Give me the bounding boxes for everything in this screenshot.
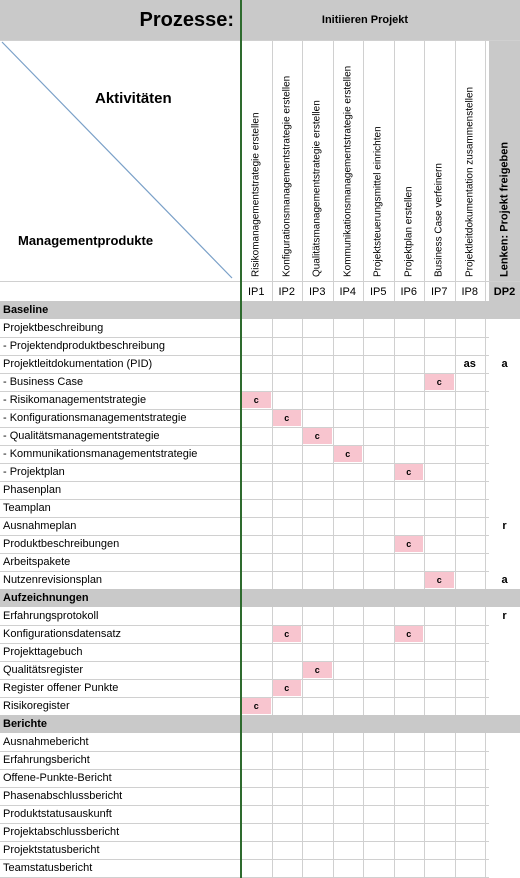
- header-hline: [0, 281, 520, 282]
- row-label: Register offener Punkte: [3, 682, 119, 694]
- consulted-mark: c: [273, 410, 302, 426]
- responsibility-mark: as: [463, 358, 476, 370]
- row-label: Projektabschlussbericht: [3, 826, 120, 838]
- activity-code: IP5: [369, 286, 387, 298]
- activity-code: IP4: [339, 286, 356, 298]
- consulted-mark: c: [425, 374, 454, 390]
- row-label: Projektstatusbericht: [3, 844, 100, 856]
- consulted-mark: c: [334, 446, 363, 462]
- decision-name: Lenken: Projekt freigeben: [498, 141, 511, 277]
- row-label: Projekttagebuch: [3, 646, 83, 658]
- label-separator: [240, 0, 242, 878]
- activity-name: Risikomanagementstrategie erstellen: [250, 112, 262, 277]
- row-label: - Business Case: [3, 376, 84, 388]
- activity-code: IP3: [308, 286, 326, 298]
- consulted-mark: c: [242, 698, 271, 714]
- page-title: Prozesse:: [139, 9, 234, 31]
- decision-cell-mark: r: [502, 610, 507, 622]
- row-label: Ausnahmebericht: [3, 736, 89, 748]
- activity-name: Projektleitdokumentation zusammenstellen: [463, 86, 475, 277]
- activity-code: IP1: [247, 286, 265, 298]
- activity-name: Projektplan erstellen: [402, 186, 414, 277]
- consulted-mark: c: [395, 626, 424, 642]
- row-label: Phasenplan: [3, 484, 62, 496]
- management-products-label: Managementprodukte: [18, 233, 154, 248]
- decision-cell-mark: a: [501, 574, 508, 586]
- consulted-mark: c: [273, 680, 302, 696]
- consulted-mark: c: [273, 626, 302, 642]
- section-header-bg: [241, 301, 520, 319]
- row-label: Konfigurationsdatensatz: [3, 628, 122, 640]
- row-label: Nutzenrevisionsplan: [3, 574, 103, 586]
- row-label: Produktstatusauskunft: [3, 808, 112, 820]
- row-label: Projektleitdokumentation (PID): [3, 358, 153, 370]
- section-header-bg: [241, 715, 520, 733]
- consulted-mark: c: [303, 662, 332, 678]
- activity-code: IP7: [430, 286, 448, 298]
- decision-cell-mark: a: [501, 358, 508, 370]
- row-label: - Konfigurationsmanagementstrategie: [3, 412, 187, 424]
- header-hline: [0, 40, 520, 41]
- section-header: Baseline: [3, 304, 49, 316]
- row-label: - Risikomanagementstrategie: [3, 394, 147, 406]
- row-label: - Projektplan: [3, 466, 65, 478]
- decision-code: DP2: [493, 286, 516, 298]
- row-label: - Projektendproduktbeschreibung: [3, 340, 166, 352]
- activity-code: IP2: [278, 286, 295, 298]
- activity-code: IP6: [400, 286, 417, 298]
- activity-name: Kommunikationsmanagementstrategie erstellen: [341, 65, 353, 277]
- row-label: Produktbeschreibungen: [3, 538, 120, 550]
- consulted-mark: c: [395, 536, 424, 552]
- row-label: Qualitätsregister: [3, 664, 84, 676]
- row-label: Arbeitspakete: [3, 556, 71, 568]
- activity-name: Business Case verfeinern: [433, 163, 445, 277]
- decision-cell-mark: r: [502, 520, 507, 532]
- row-label: Erfahrungsbericht: [3, 754, 90, 766]
- row-label: Risikoregister: [3, 700, 70, 712]
- row-label: Offene-Punkte-Bericht: [3, 772, 112, 784]
- consulted-mark: c: [242, 392, 271, 408]
- consulted-mark: c: [303, 428, 332, 444]
- row-label: Teamplan: [3, 502, 51, 514]
- row-label: Erfahrungsprotokoll: [3, 610, 99, 622]
- process-group-title: Initiieren Projekt: [321, 14, 409, 26]
- activity-name: Qualitätsmanagementstrategie erstellen: [311, 100, 323, 277]
- section-header: Berichte: [3, 718, 48, 730]
- row-label: Phasenabschlussbericht: [3, 790, 123, 802]
- row-label: Ausnahmeplan: [3, 520, 77, 532]
- activities-label: Aktivitäten: [95, 90, 172, 107]
- activity-name: Konfigurationsmanagementstrategie erstellen: [280, 75, 292, 277]
- activity-name: Projektsteuerungsmittel einrichten: [372, 126, 384, 277]
- section-header-bg: [241, 589, 520, 607]
- section-header: Aufzeichnungen: [3, 592, 89, 604]
- consulted-mark: c: [395, 464, 424, 480]
- row-label: Projektbeschreibung: [3, 322, 104, 334]
- activity-code: IP8: [461, 286, 478, 298]
- row-label: - Kommunikationsmanagementstrategie: [3, 448, 198, 460]
- row-label: - Qualitätsmanagementstrategie: [3, 430, 160, 442]
- row-label: Teamstatusbericht: [3, 862, 93, 874]
- consulted-mark: c: [425, 572, 454, 588]
